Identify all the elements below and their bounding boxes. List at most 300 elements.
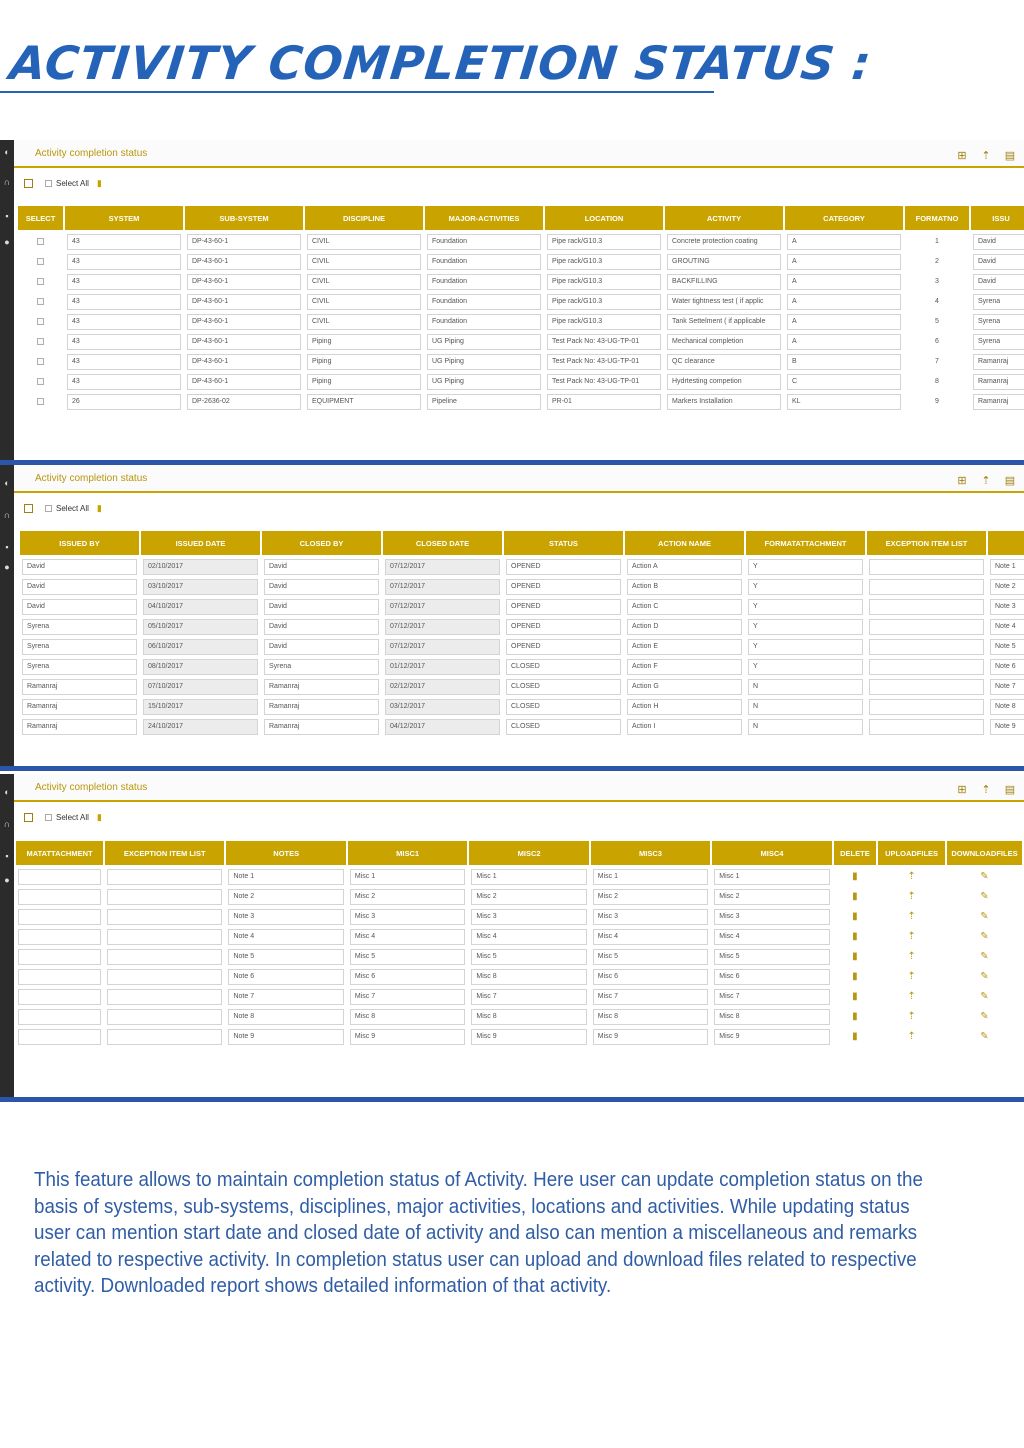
column-header[interactable]: CLOSED DATE	[383, 531, 502, 555]
major-activity-field[interactable]: Foundation	[427, 234, 541, 250]
trash-icon[interactable]: ▮	[852, 1011, 858, 1022]
closed-by-field[interactable]: Ramanraj	[264, 679, 379, 695]
misc2-field[interactable]: Misc 7	[471, 989, 586, 1005]
misc3-field[interactable]: Misc 3	[593, 909, 708, 925]
misc4-field[interactable]: Misc 1	[714, 869, 829, 885]
issued-by-field[interactable]: David	[22, 559, 137, 575]
misc4-field[interactable]: Misc 6	[714, 969, 829, 985]
misc1-field[interactable]: Misc 4	[350, 929, 465, 945]
row-select-checkbox[interactable]	[37, 298, 44, 305]
column-header[interactable]: DOWNLOADFILES	[947, 841, 1022, 865]
notes-field[interactable]: Note 4	[228, 929, 343, 945]
action-name-field[interactable]: Action I	[627, 719, 742, 735]
status-field[interactable]: CLOSED	[506, 719, 621, 735]
activity-field[interactable]: Markers Installation	[667, 394, 781, 410]
activity-field[interactable]: QC clearance	[667, 354, 781, 370]
category-field[interactable]: A	[787, 314, 901, 330]
format-attachment-field[interactable]: Y	[748, 579, 863, 595]
column-header[interactable]: MISC2	[469, 841, 588, 865]
column-header[interactable]: EXCEPTION ITEM LIST	[105, 841, 224, 865]
closed-date-field[interactable]: 07/12/2017	[385, 599, 500, 615]
column-header[interactable]: FORMATATTACHMENT	[746, 531, 865, 555]
trash-icon[interactable]: ▮	[852, 931, 858, 942]
trash-icon[interactable]: ▮	[96, 503, 102, 513]
closed-date-field[interactable]: 07/12/2017	[385, 559, 500, 575]
add-icon[interactable]: ⊞	[957, 150, 967, 162]
format-attachment-field[interactable]	[18, 929, 101, 945]
issued-by-field[interactable]: Syrena	[22, 619, 137, 635]
notes-field[interactable]: Note 8	[228, 1009, 343, 1025]
issued-date-field[interactable]: 03/10/2017	[143, 579, 258, 595]
category-field[interactable]: B	[787, 354, 901, 370]
closed-by-field[interactable]: Syrena	[264, 659, 379, 675]
trash-icon[interactable]: ▮	[96, 812, 102, 822]
headset-icon[interactable]: ∩	[3, 510, 11, 520]
exception-list-field[interactable]	[107, 909, 222, 925]
misc3-field[interactable]: Misc 7	[593, 989, 708, 1005]
misc1-field[interactable]: Misc 5	[350, 949, 465, 965]
row-select-checkbox[interactable]	[37, 238, 44, 245]
subsystem-field[interactable]: DP-43-60-1	[187, 354, 301, 370]
edit-icon[interactable]: ✎	[980, 911, 989, 922]
system-field[interactable]: 43	[67, 274, 181, 290]
system-field[interactable]: 43	[67, 334, 181, 350]
column-header[interactable]: STATUS	[504, 531, 623, 555]
closed-by-field[interactable]: Ramanraj	[264, 699, 379, 715]
action-name-field[interactable]: Action H	[627, 699, 742, 715]
status-field[interactable]: OPENED	[506, 559, 621, 575]
column-header[interactable]: EXCEPTION ITEM LIST	[867, 531, 986, 555]
column-header[interactable]: MATATTACHMENT	[16, 841, 103, 865]
trash-icon[interactable]: ▮	[96, 178, 102, 188]
column-header[interactable]: UPLOADFILES	[878, 841, 945, 865]
discipline-field[interactable]: CIVIL	[307, 234, 421, 250]
column-header[interactable]: LOCATION	[545, 206, 663, 230]
upload-icon[interactable]: ⇡	[981, 784, 991, 796]
columns-icon[interactable]	[24, 813, 33, 822]
edit-icon[interactable]: ✎	[980, 891, 989, 902]
trash-icon[interactable]: ▮	[852, 911, 858, 922]
notes-field[interactable]: Note 6	[228, 969, 343, 985]
action-name-field[interactable]: Action A	[627, 559, 742, 575]
location-field[interactable]: Pipe rack/G10.3	[547, 234, 661, 250]
notes-field[interactable]: Note 9	[990, 719, 1024, 735]
location-field[interactable]: Test Pack No: 43-UG-TP-01	[547, 374, 661, 390]
exception-list-field[interactable]	[869, 679, 984, 695]
major-activity-field[interactable]: UG Piping	[427, 334, 541, 350]
add-icon[interactable]: ⊞	[957, 475, 967, 487]
closed-date-field[interactable]: 03/12/2017	[385, 699, 500, 715]
row-select-checkbox[interactable]	[37, 318, 44, 325]
trash-icon[interactable]: ▮	[852, 951, 858, 962]
exception-list-field[interactable]	[869, 639, 984, 655]
closed-date-field[interactable]: 02/12/2017	[385, 679, 500, 695]
misc2-field[interactable]: Misc 3	[471, 909, 586, 925]
column-header[interactable]: ISSUED DATE	[141, 531, 260, 555]
misc3-field[interactable]: Misc 8	[593, 1009, 708, 1025]
exception-list-field[interactable]	[107, 869, 222, 885]
exception-list-field[interactable]	[869, 579, 984, 595]
select-all-checkbox[interactable]	[45, 180, 52, 187]
column-header[interactable]: ACTION NAME	[625, 531, 744, 555]
column-header[interactable]: DELETE	[834, 841, 877, 865]
closed-date-field[interactable]: 07/12/2017	[385, 579, 500, 595]
column-header[interactable]: MISC3	[591, 841, 710, 865]
save-icon[interactable]: ▤	[1004, 150, 1016, 162]
misc3-field[interactable]: Misc 9	[593, 1029, 708, 1045]
upload-icon[interactable]: ⇡	[907, 971, 916, 982]
misc3-field[interactable]: Misc 2	[593, 889, 708, 905]
activity-field[interactable]: GROUTING	[667, 254, 781, 270]
issued-date-field[interactable]: 05/10/2017	[143, 619, 258, 635]
format-attachment-field[interactable]: N	[748, 679, 863, 695]
misc1-field[interactable]: Misc 6	[350, 969, 465, 985]
subsystem-field[interactable]: DP-43-60-1	[187, 254, 301, 270]
category-field[interactable]: A	[787, 254, 901, 270]
major-activity-field[interactable]: UG Piping	[427, 354, 541, 370]
system-field[interactable]: 43	[67, 314, 181, 330]
row-select-checkbox[interactable]	[37, 278, 44, 285]
discipline-field[interactable]: CIVIL	[307, 314, 421, 330]
major-activity-field[interactable]: Pipeline	[427, 394, 541, 410]
row-select-checkbox[interactable]	[37, 398, 44, 405]
issued-by-field[interactable]: David	[973, 234, 1024, 250]
notes-field[interactable]: Note 3	[990, 599, 1024, 615]
upload-icon[interactable]: ⇡	[907, 931, 916, 942]
activity-field[interactable]: BACKFILLING	[667, 274, 781, 290]
closed-date-field[interactable]: 01/12/2017	[385, 659, 500, 675]
format-attachment-field[interactable]	[18, 869, 101, 885]
discipline-field[interactable]: EQUIPMENT	[307, 394, 421, 410]
headset-icon[interactable]: ∩	[3, 819, 11, 829]
format-attachment-field[interactable]: Y	[748, 559, 863, 575]
upload-icon[interactable]: ⇡	[981, 150, 991, 162]
format-attachment-field[interactable]	[18, 889, 101, 905]
edit-icon[interactable]: ✎	[980, 931, 989, 942]
activity-field[interactable]: Water tightness test ( if applic	[667, 294, 781, 310]
exception-list-field[interactable]	[869, 599, 984, 615]
issued-date-field[interactable]: 07/10/2017	[143, 679, 258, 695]
row-select-checkbox[interactable]	[37, 358, 44, 365]
discipline-field[interactable]: CIVIL	[307, 254, 421, 270]
format-attachment-field[interactable]	[18, 949, 101, 965]
misc1-field[interactable]: Misc 8	[350, 1009, 465, 1025]
location-field[interactable]: PR-01	[547, 394, 661, 410]
edit-icon[interactable]: ✎	[980, 971, 989, 982]
issued-date-field[interactable]: 24/10/2017	[143, 719, 258, 735]
issued-by-field[interactable]: David	[22, 579, 137, 595]
profile-icon[interactable]: ●	[4, 875, 10, 885]
issued-by-field[interactable]: David	[22, 599, 137, 615]
notes-field[interactable]: Note 8	[990, 699, 1024, 715]
edit-icon[interactable]: ✎	[980, 871, 989, 882]
column-header[interactable]: MISC1	[348, 841, 467, 865]
misc4-field[interactable]: Misc 4	[714, 929, 829, 945]
exception-list-field[interactable]	[869, 719, 984, 735]
status-field[interactable]: OPENED	[506, 619, 621, 635]
exception-list-field[interactable]	[869, 699, 984, 715]
home-icon[interactable]: ▪	[5, 542, 9, 552]
location-field[interactable]: Test Pack No: 43-UG-TP-01	[547, 334, 661, 350]
misc1-field[interactable]: Misc 9	[350, 1029, 465, 1045]
misc2-field[interactable]: Misc 8	[471, 1009, 586, 1025]
activity-field[interactable]: Hydrtesting competion	[667, 374, 781, 390]
misc4-field[interactable]: Misc 3	[714, 909, 829, 925]
action-name-field[interactable]: Action D	[627, 619, 742, 635]
notes-field[interactable]: Note 9	[228, 1029, 343, 1045]
profile-icon[interactable]: ●	[4, 562, 10, 572]
edit-icon[interactable]: ✎	[980, 991, 989, 1002]
closed-by-field[interactable]: David	[264, 619, 379, 635]
upload-icon[interactable]: ⇡	[907, 951, 916, 962]
discipline-field[interactable]: Piping	[307, 374, 421, 390]
format-attachment-field[interactable]	[18, 909, 101, 925]
columns-icon[interactable]	[24, 504, 33, 513]
category-field[interactable]: A	[787, 234, 901, 250]
misc2-field[interactable]: Misc 1	[471, 869, 586, 885]
location-field[interactable]: Pipe rack/G10.3	[547, 254, 661, 270]
status-field[interactable]: CLOSED	[506, 679, 621, 695]
subsystem-field[interactable]: DP-43-60-1	[187, 314, 301, 330]
notes-field[interactable]: Note 7	[228, 989, 343, 1005]
action-name-field[interactable]: Action G	[627, 679, 742, 695]
status-field[interactable]: OPENED	[506, 639, 621, 655]
headset-icon[interactable]: ∩	[3, 177, 11, 187]
notes-field[interactable]: Note 5	[228, 949, 343, 965]
action-name-field[interactable]: Action F	[627, 659, 742, 675]
issued-date-field[interactable]: 04/10/2017	[143, 599, 258, 615]
notes-field[interactable]: Note 3	[228, 909, 343, 925]
misc3-field[interactable]: Misc 6	[593, 969, 708, 985]
upload-icon[interactable]: ⇡	[907, 991, 916, 1002]
trash-icon[interactable]: ▮	[852, 891, 858, 902]
exception-list-field[interactable]	[107, 989, 222, 1005]
column-header[interactable]: SUB-SYSTEM	[185, 206, 303, 230]
location-field[interactable]: Pipe rack/G10.3	[547, 314, 661, 330]
closed-by-field[interactable]: David	[264, 639, 379, 655]
subsystem-field[interactable]: DP-43-60-1	[187, 334, 301, 350]
major-activity-field[interactable]: Foundation	[427, 314, 541, 330]
home-icon[interactable]: ▪	[5, 211, 9, 221]
issued-by-field[interactable]: Syrena	[22, 639, 137, 655]
discipline-field[interactable]: CIVIL	[307, 274, 421, 290]
column-header[interactable]: ISSU	[971, 206, 1024, 230]
exception-list-field[interactable]	[107, 889, 222, 905]
system-field[interactable]: 43	[67, 294, 181, 310]
closed-date-field[interactable]: 04/12/2017	[385, 719, 500, 735]
profile-icon[interactable]: ●	[4, 237, 10, 247]
column-header[interactable]: MAJOR-ACTIVITIES	[425, 206, 543, 230]
misc2-field[interactable]: Misc 2	[471, 889, 586, 905]
misc4-field[interactable]: Misc 2	[714, 889, 829, 905]
format-attachment-field[interactable]: Y	[748, 619, 863, 635]
column-header[interactable]: MISC4	[712, 841, 831, 865]
format-attachment-field[interactable]	[18, 989, 101, 1005]
misc4-field[interactable]: Misc 8	[714, 1009, 829, 1025]
issued-by-field[interactable]: Syrena	[973, 294, 1024, 310]
issued-by-field[interactable]: David	[973, 274, 1024, 290]
trash-icon[interactable]: ▮	[852, 971, 858, 982]
misc4-field[interactable]: Misc 7	[714, 989, 829, 1005]
notes-field[interactable]: Note 5	[990, 639, 1024, 655]
row-select-checkbox[interactable]	[37, 258, 44, 265]
column-header[interactable]: ISSUED BY	[20, 531, 139, 555]
column-header[interactable]: CATEGORY	[785, 206, 903, 230]
system-field[interactable]: 43	[67, 354, 181, 370]
exception-list-field[interactable]	[107, 1029, 222, 1045]
subsystem-field[interactable]: DP-43-60-1	[187, 274, 301, 290]
discipline-field[interactable]: CIVIL	[307, 294, 421, 310]
column-header[interactable]: SYSTEM	[65, 206, 183, 230]
issued-by-field[interactable]: Ramanraj	[973, 394, 1024, 410]
issued-by-field[interactable]: Ramanraj	[973, 354, 1024, 370]
format-attachment-field[interactable]: N	[748, 699, 863, 715]
issued-by-field[interactable]: Syrena	[973, 314, 1024, 330]
activity-field[interactable]: Concrete protection coating	[667, 234, 781, 250]
misc2-field[interactable]: Misc 5	[471, 949, 586, 965]
misc4-field[interactable]: Misc 9	[714, 1029, 829, 1045]
discipline-field[interactable]: Piping	[307, 354, 421, 370]
status-field[interactable]: CLOSED	[506, 659, 621, 675]
upload-icon[interactable]: ⇡	[907, 1031, 916, 1042]
row-select-checkbox[interactable]	[37, 338, 44, 345]
closed-by-field[interactable]: Ramanraj	[264, 719, 379, 735]
format-attachment-field[interactable]: N	[748, 719, 863, 735]
issued-date-field[interactable]: 08/10/2017	[143, 659, 258, 675]
system-field[interactable]: 43	[67, 254, 181, 270]
format-attachment-field[interactable]	[18, 969, 101, 985]
trash-icon[interactable]: ▮	[852, 871, 858, 882]
format-attachment-field[interactable]: Y	[748, 639, 863, 655]
exception-list-field[interactable]	[869, 659, 984, 675]
format-attachment-field[interactable]	[18, 1009, 101, 1025]
system-field[interactable]: 43	[67, 234, 181, 250]
issued-by-field[interactable]: David	[973, 254, 1024, 270]
activity-field[interactable]: Tank Settelment ( if applicable	[667, 314, 781, 330]
major-activity-field[interactable]: Foundation	[427, 274, 541, 290]
exception-list-field[interactable]	[107, 969, 222, 985]
trash-icon[interactable]: ▮	[852, 1031, 858, 1042]
misc1-field[interactable]: Misc 7	[350, 989, 465, 1005]
notes-field[interactable]: Note 1	[228, 869, 343, 885]
misc2-field[interactable]: Misc 8	[471, 969, 586, 985]
subsystem-field[interactable]: DP-43-60-1	[187, 234, 301, 250]
home-icon[interactable]: ▪	[5, 851, 9, 861]
edit-icon[interactable]: ✎	[980, 1011, 989, 1022]
issued-by-field[interactable]: Syrena	[973, 334, 1024, 350]
category-field[interactable]: A	[787, 294, 901, 310]
action-name-field[interactable]: Action E	[627, 639, 742, 655]
action-name-field[interactable]: Action B	[627, 579, 742, 595]
trash-icon[interactable]: ▮	[852, 991, 858, 1002]
misc1-field[interactable]: Misc 3	[350, 909, 465, 925]
column-header[interactable]: NOTES	[226, 841, 345, 865]
system-field[interactable]: 43	[67, 374, 181, 390]
exception-list-field[interactable]	[869, 619, 984, 635]
activity-field[interactable]: Mechanical completion	[667, 334, 781, 350]
location-field[interactable]: Test Pack No: 43-UG-TP-01	[547, 354, 661, 370]
closed-by-field[interactable]: David	[264, 579, 379, 595]
location-field[interactable]: Pipe rack/G10.3	[547, 294, 661, 310]
issued-date-field[interactable]: 06/10/2017	[143, 639, 258, 655]
major-activity-field[interactable]: UG Piping	[427, 374, 541, 390]
issued-by-field[interactable]: Syrena	[22, 659, 137, 675]
misc3-field[interactable]: Misc 4	[593, 929, 708, 945]
category-field[interactable]: A	[787, 274, 901, 290]
closed-date-field[interactable]: 07/12/2017	[385, 619, 500, 635]
system-field[interactable]: 26	[67, 394, 181, 410]
notes-field[interactable]: Note 2	[990, 579, 1024, 595]
action-name-field[interactable]: Action C	[627, 599, 742, 615]
exception-list-field[interactable]	[107, 949, 222, 965]
select-all-checkbox[interactable]	[45, 814, 52, 821]
format-attachment-field[interactable]: Y	[748, 599, 863, 615]
select-all-checkbox[interactable]	[45, 505, 52, 512]
status-field[interactable]: OPENED	[506, 599, 621, 615]
add-icon[interactable]: ⊞	[957, 784, 967, 796]
misc1-field[interactable]: Misc 2	[350, 889, 465, 905]
issued-by-field[interactable]: Ramanraj	[973, 374, 1024, 390]
discipline-field[interactable]: Piping	[307, 334, 421, 350]
category-field[interactable]: A	[787, 334, 901, 350]
upload-icon[interactable]: ⇡	[907, 891, 916, 902]
upload-icon[interactable]: ⇡	[981, 475, 991, 487]
notes-field[interactable]: Note 6	[990, 659, 1024, 675]
upload-icon[interactable]: ⇡	[907, 911, 916, 922]
misc4-field[interactable]: Misc 5	[714, 949, 829, 965]
subsystem-field[interactable]: DP-43-60-1	[187, 294, 301, 310]
issued-by-field[interactable]: Ramanraj	[22, 719, 137, 735]
category-field[interactable]: KL	[787, 394, 901, 410]
closed-by-field[interactable]: David	[264, 599, 379, 615]
column-header[interactable]: FORMATNO	[905, 206, 969, 230]
notes-field[interactable]: Note 7	[990, 679, 1024, 695]
status-field[interactable]: OPENED	[506, 579, 621, 595]
save-icon[interactable]: ▤	[1004, 784, 1016, 796]
subsystem-field[interactable]: DP-2636-02	[187, 394, 301, 410]
notes-field[interactable]: Note 4	[990, 619, 1024, 635]
misc3-field[interactable]: Misc 5	[593, 949, 708, 965]
closed-by-field[interactable]: David	[264, 559, 379, 575]
location-field[interactable]: Pipe rack/G10.3	[547, 274, 661, 290]
upload-icon[interactable]: ⇡	[907, 1011, 916, 1022]
issued-date-field[interactable]: 15/10/2017	[143, 699, 258, 715]
exception-list-field[interactable]	[107, 929, 222, 945]
major-activity-field[interactable]: Foundation	[427, 294, 541, 310]
column-header[interactable]: CLOSED BY	[262, 531, 381, 555]
exception-list-field[interactable]	[107, 1009, 222, 1025]
issued-by-field[interactable]: Ramanraj	[22, 679, 137, 695]
misc3-field[interactable]: Misc 1	[593, 869, 708, 885]
subsystem-field[interactable]: DP-43-60-1	[187, 374, 301, 390]
misc1-field[interactable]: Misc 1	[350, 869, 465, 885]
status-field[interactable]: CLOSED	[506, 699, 621, 715]
edit-icon[interactable]: ✎	[980, 951, 989, 962]
column-header[interactable]	[988, 531, 1024, 555]
exception-list-field[interactable]	[869, 559, 984, 575]
category-field[interactable]: C	[787, 374, 901, 390]
closed-date-field[interactable]: 07/12/2017	[385, 639, 500, 655]
column-header[interactable]: DISCIPLINE	[305, 206, 423, 230]
row-select-checkbox[interactable]	[37, 378, 44, 385]
upload-icon[interactable]: ⇡	[907, 871, 916, 882]
format-attachment-field[interactable]	[18, 1029, 101, 1045]
columns-icon[interactable]	[24, 179, 33, 188]
column-header[interactable]: SELECT	[18, 206, 63, 230]
misc2-field[interactable]: Misc 9	[471, 1029, 586, 1045]
major-activity-field[interactable]: Foundation	[427, 254, 541, 270]
save-icon[interactable]: ▤	[1004, 475, 1016, 487]
